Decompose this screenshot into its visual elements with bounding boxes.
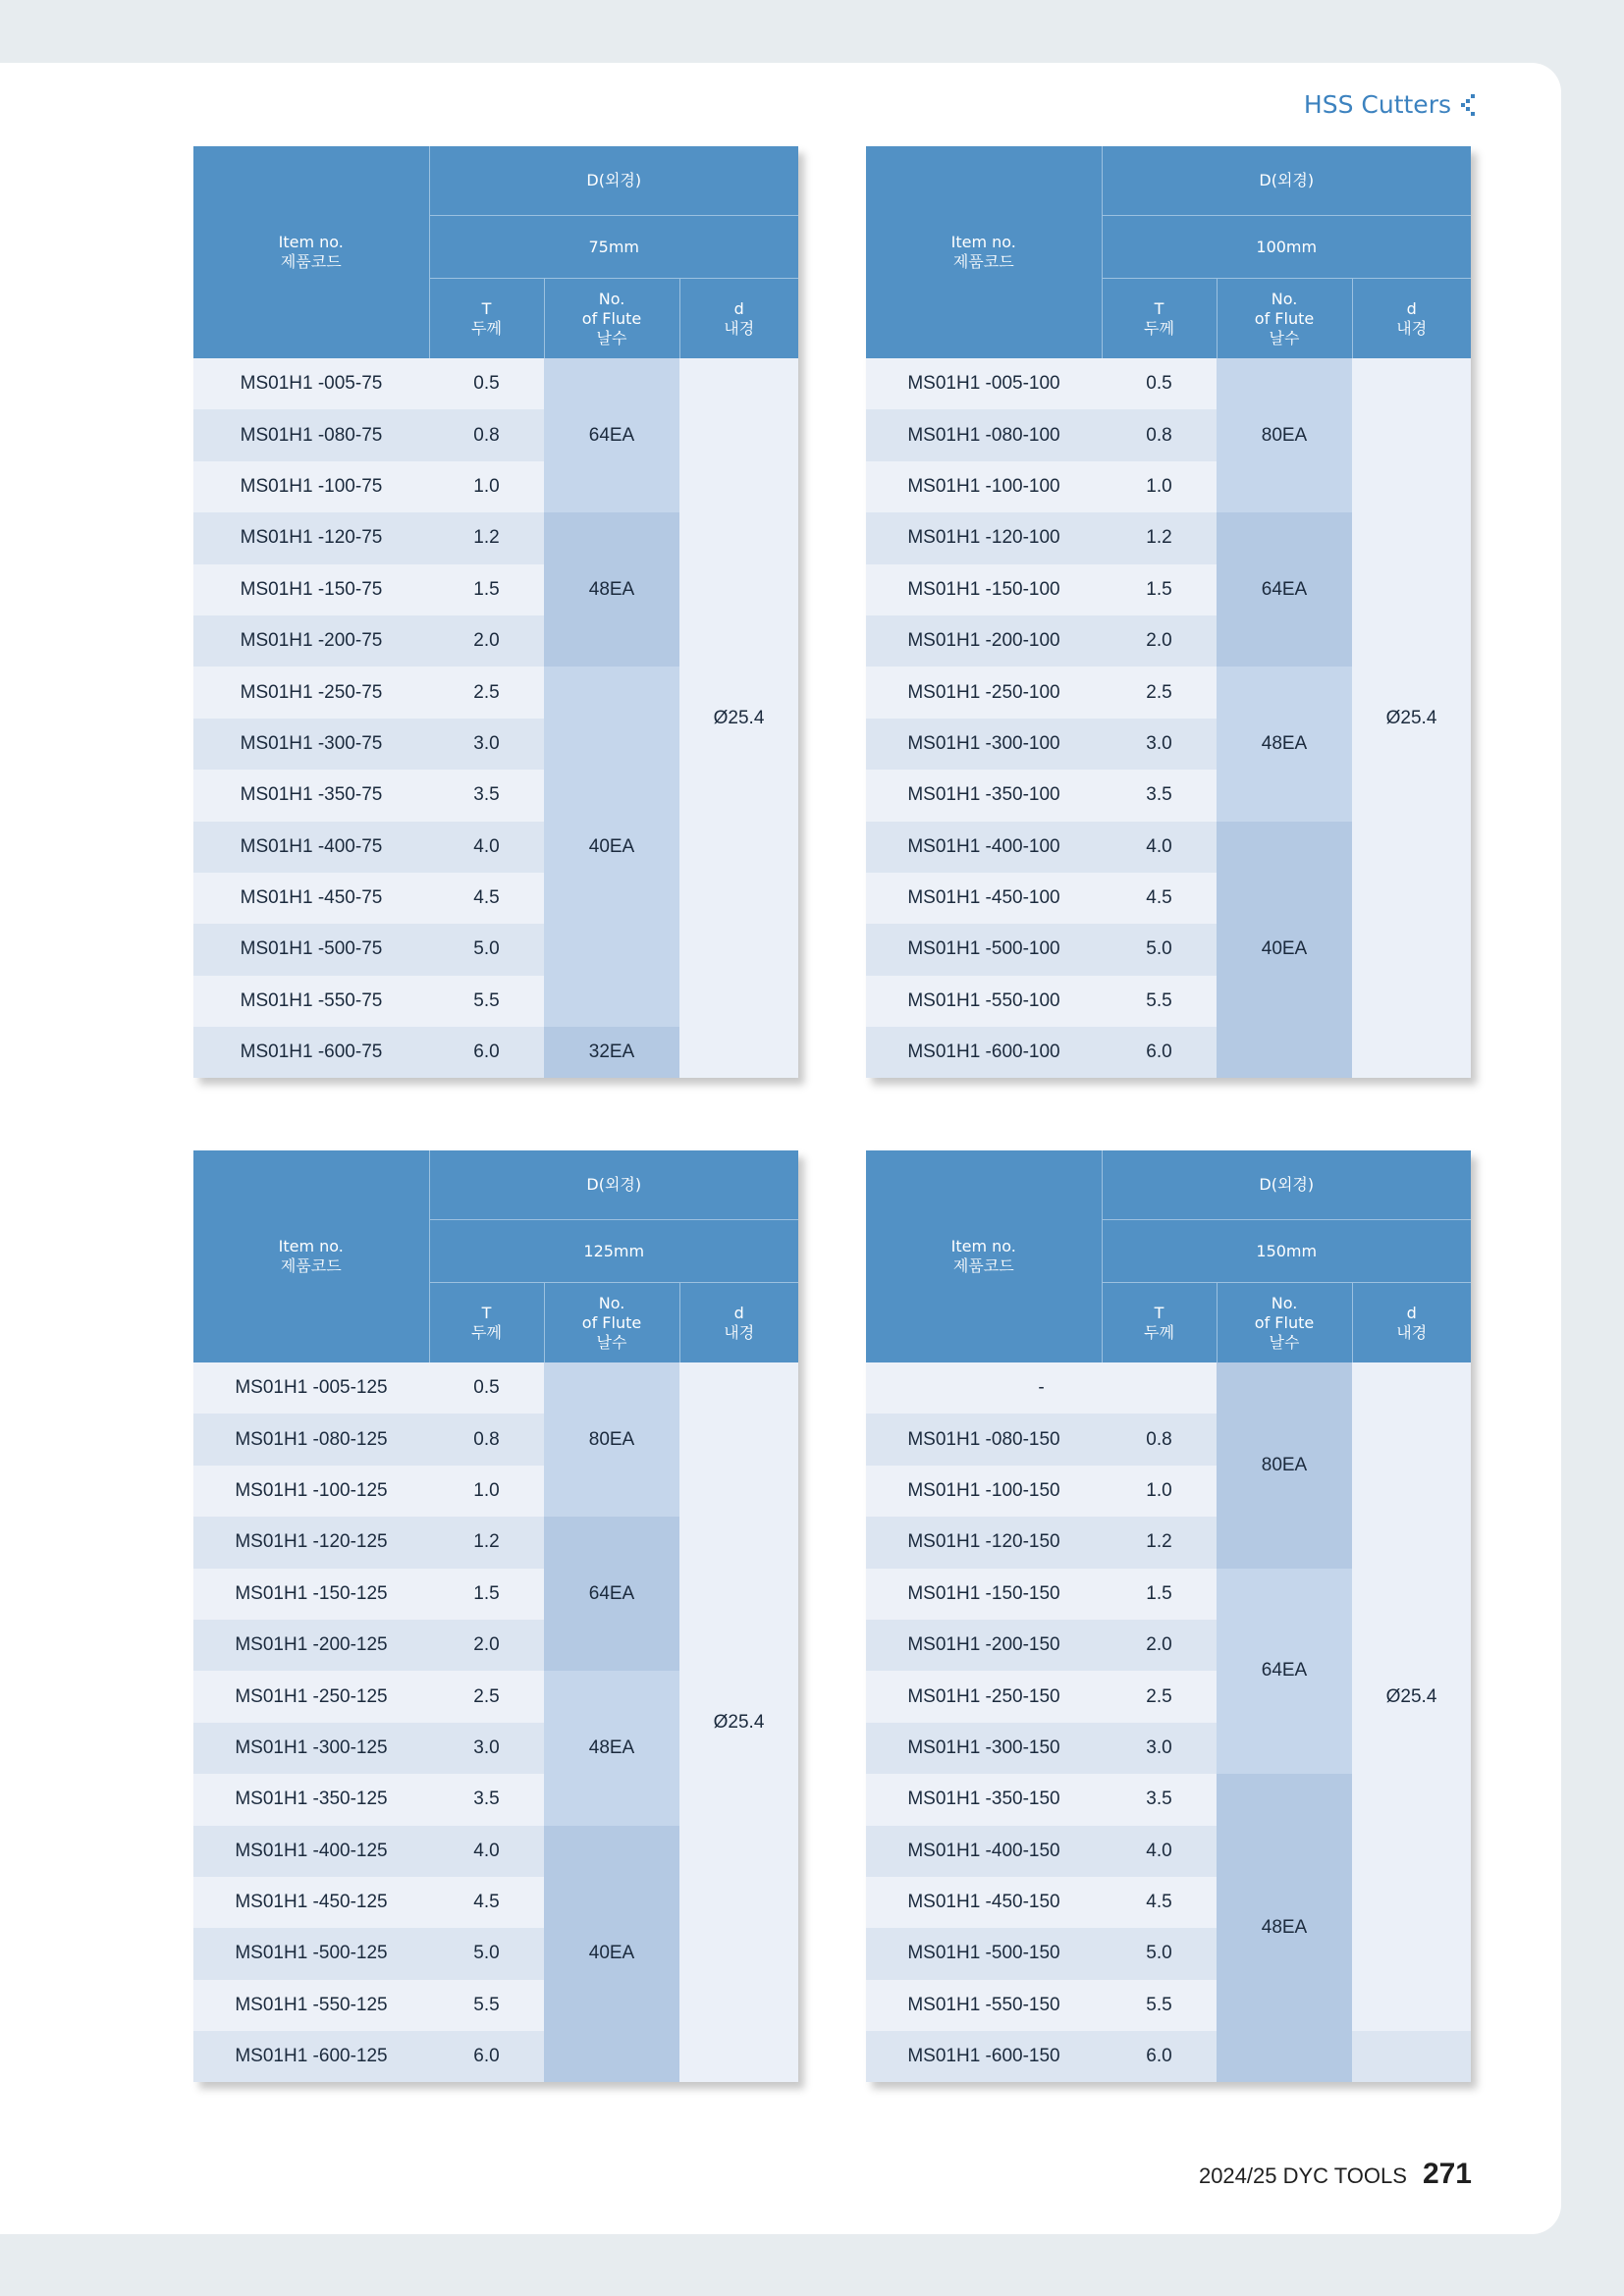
thickness-value: 2.0 bbox=[1102, 615, 1217, 667]
item-code: MS01H1 -450-125 bbox=[193, 1877, 429, 1928]
item-code: MS01H1 -150-100 bbox=[866, 564, 1102, 615]
item-code: MS01H1 -600-100 bbox=[866, 1027, 1102, 1078]
item-code: MS01H1 -600-150 bbox=[866, 2031, 1102, 2082]
item-code: MS01H1 -250-75 bbox=[193, 667, 429, 718]
item-code: MS01H1 -005-125 bbox=[193, 1362, 429, 1414]
header-flutes: No. of Flute 날수 bbox=[1217, 279, 1352, 359]
thickness-value: 0.5 bbox=[429, 1362, 544, 1414]
item-code: MS01H1 -200-150 bbox=[866, 1620, 1102, 1671]
item-code: MS01H1 -100-125 bbox=[193, 1466, 429, 1517]
thickness-value: 3.5 bbox=[429, 770, 544, 821]
header-item-no: Item no. 제품코드 bbox=[866, 146, 1102, 358]
header-flutes: No. of Flute 날수 bbox=[1217, 1283, 1352, 1363]
flute-count: 64EA bbox=[544, 1517, 679, 1671]
item-code: MS01H1 -500-125 bbox=[193, 1928, 429, 1979]
item-code: MS01H1 -500-100 bbox=[866, 924, 1102, 975]
thickness-value: 5.0 bbox=[429, 924, 544, 975]
item-code: MS01H1 -400-125 bbox=[193, 1826, 429, 1877]
header-size: 125mm bbox=[429, 1220, 798, 1283]
thickness-value: 0.5 bbox=[429, 358, 544, 409]
item-code: MS01H1 -450-100 bbox=[866, 873, 1102, 924]
header-bore: d 내경 bbox=[679, 1283, 798, 1363]
item-code: MS01H1 -250-150 bbox=[866, 1671, 1102, 1722]
thickness-value: 6.0 bbox=[1102, 1027, 1217, 1078]
thickness-value: 5.0 bbox=[1102, 1928, 1217, 1979]
flute-count: 80EA bbox=[1217, 1362, 1352, 1569]
thickness-value: 0.8 bbox=[429, 409, 544, 460]
flute-count: 48EA bbox=[544, 1671, 679, 1825]
header-flutes: No. of Flute 날수 bbox=[544, 1283, 679, 1363]
item-code: MS01H1 -150-75 bbox=[193, 564, 429, 615]
header-bore: d 내경 bbox=[679, 279, 798, 359]
flute-count: 80EA bbox=[544, 1362, 679, 1517]
thickness-value: 2.5 bbox=[429, 1671, 544, 1722]
item-code: MS01H1 -550-150 bbox=[866, 1980, 1102, 2031]
header-item-no: Item no. 제품코드 bbox=[193, 1150, 429, 1362]
thickness-value: 0.5 bbox=[1102, 358, 1217, 409]
bore-diameter: Ø25.4 bbox=[679, 358, 798, 1078]
thickness-value: 1.0 bbox=[429, 461, 544, 512]
spec-table-150mm bbox=[866, 1150, 1471, 2082]
thickness-value: 6.0 bbox=[429, 1027, 544, 1078]
item-code: MS01H1 -250-100 bbox=[866, 667, 1102, 718]
thickness-value: 4.5 bbox=[429, 1877, 544, 1928]
page-footer bbox=[1199, 2158, 1472, 2191]
header-thickness: T 두께 bbox=[1102, 279, 1217, 359]
thickness-value: 5.5 bbox=[429, 976, 544, 1027]
item-code: MS01H1 -350-100 bbox=[866, 770, 1102, 821]
flute-count: 48EA bbox=[1217, 667, 1352, 821]
flute-count: 48EA bbox=[1217, 1774, 1352, 2082]
item-code: MS01H1 -080-150 bbox=[866, 1414, 1102, 1465]
item-code: MS01H1 -600-75 bbox=[193, 1027, 429, 1078]
item-code: MS01H1 -550-100 bbox=[866, 976, 1102, 1027]
thickness-value: 5.5 bbox=[429, 1980, 544, 2031]
item-code: MS01H1 -080-125 bbox=[193, 1414, 429, 1465]
item-code: MS01H1 -200-125 bbox=[193, 1620, 429, 1671]
thickness-value: 2.0 bbox=[429, 615, 544, 667]
item-code: MS01H1 -350-75 bbox=[193, 770, 429, 821]
item-code: MS01H1 -350-125 bbox=[193, 1774, 429, 1825]
thickness-value: 4.0 bbox=[429, 822, 544, 873]
thickness-value: 0.8 bbox=[429, 1414, 544, 1465]
item-code: MS01H1 -120-125 bbox=[193, 1517, 429, 1568]
thickness-value: 3.0 bbox=[429, 719, 544, 770]
header-d-outer: D(외경) bbox=[1102, 1150, 1471, 1220]
thickness-value: 0.8 bbox=[1102, 409, 1217, 460]
item-code: MS01H1 -005-75 bbox=[193, 358, 429, 409]
thickness-value: 2.5 bbox=[429, 667, 544, 718]
thickness-value: 0.8 bbox=[1102, 1414, 1217, 1465]
item-code: MS01H1 -500-150 bbox=[866, 1928, 1102, 1979]
thickness-value: 1.2 bbox=[1102, 512, 1217, 563]
item-code: MS01H1 -100-75 bbox=[193, 461, 429, 512]
item-code: MS01H1 -150-125 bbox=[193, 1569, 429, 1620]
bore-empty-cell bbox=[1352, 2031, 1471, 2082]
item-code: MS01H1 -600-125 bbox=[193, 2031, 429, 2082]
thickness-value: 4.0 bbox=[1102, 1826, 1217, 1877]
section-title-text: HSS Cutters bbox=[1303, 90, 1451, 119]
item-code: MS01H1 -200-75 bbox=[193, 615, 429, 667]
item-code: MS01H1 -300-100 bbox=[866, 719, 1102, 770]
header-thickness: T 두께 bbox=[429, 1283, 544, 1363]
thickness-value: 1.0 bbox=[429, 1466, 544, 1517]
thickness-value: 5.0 bbox=[1102, 924, 1217, 975]
footer-brand: 2024/25 DYC TOOLS bbox=[1198, 2163, 1407, 2188]
thickness-value: 1.5 bbox=[1102, 1569, 1217, 1620]
flute-count: 48EA bbox=[544, 512, 679, 667]
flute-count: 32EA bbox=[544, 1027, 679, 1078]
table-row bbox=[193, 1362, 798, 1414]
flute-count: 40EA bbox=[1217, 822, 1352, 1079]
header-thickness: T 두께 bbox=[429, 279, 544, 359]
item-code: MS01H1 -005-100 bbox=[866, 358, 1102, 409]
header-d-outer: D(외경) bbox=[1102, 146, 1471, 216]
flute-count: 40EA bbox=[544, 667, 679, 1027]
item-code: MS01H1 -400-75 bbox=[193, 822, 429, 873]
bore-diameter: Ø25.4 bbox=[679, 1362, 798, 2082]
item-code: MS01H1 -400-100 bbox=[866, 822, 1102, 873]
item-code: MS01H1 -250-125 bbox=[193, 1671, 429, 1722]
header-d-outer: D(외경) bbox=[429, 1150, 798, 1220]
thickness-value: 3.0 bbox=[1102, 719, 1217, 770]
thickness-value: 1.0 bbox=[1102, 1466, 1217, 1517]
header-thickness: T 두께 bbox=[1102, 1283, 1217, 1363]
item-code: MS01H1 -550-75 bbox=[193, 976, 429, 1027]
thickness-value: 1.2 bbox=[429, 512, 544, 563]
flute-count: 80EA bbox=[1217, 358, 1352, 512]
thickness-value: 4.0 bbox=[1102, 822, 1217, 873]
item-code: MS01H1 -450-150 bbox=[866, 1877, 1102, 1928]
header-flutes: No. of Flute 날수 bbox=[544, 279, 679, 359]
table-row bbox=[866, 2031, 1471, 2082]
spec-table-100mm bbox=[866, 146, 1471, 1078]
item-code: MS01H1 -300-150 bbox=[866, 1723, 1102, 1774]
thickness-value: 3.0 bbox=[429, 1723, 544, 1774]
table-row bbox=[866, 358, 1471, 409]
thickness-value: 4.5 bbox=[1102, 1877, 1217, 1928]
thickness-value: 4.0 bbox=[429, 1826, 544, 1877]
flute-count: 64EA bbox=[1217, 512, 1352, 667]
thickness-value: 1.5 bbox=[429, 1569, 544, 1620]
thickness-value: 2.5 bbox=[1102, 1671, 1217, 1722]
thickness-value: 5.5 bbox=[1102, 1980, 1217, 2031]
thickness-value: 1.5 bbox=[429, 564, 544, 615]
item-code: MS01H1 -120-150 bbox=[866, 1517, 1102, 1568]
thickness-value: 3.5 bbox=[1102, 770, 1217, 821]
thickness-value: 1.2 bbox=[1102, 1517, 1217, 1568]
flute-count: 64EA bbox=[1217, 1569, 1352, 1775]
item-code: MS01H1 -400-150 bbox=[866, 1826, 1102, 1877]
thickness-value: 1.5 bbox=[1102, 564, 1217, 615]
thickness-value: 5.0 bbox=[429, 1928, 544, 1979]
bore-diameter: Ø25.4 bbox=[1352, 1362, 1471, 2031]
item-code: MS01H1 -100-150 bbox=[866, 1466, 1102, 1517]
item-code: MS01H1 -120-100 bbox=[866, 512, 1102, 563]
header-item-no: Item no. 제품코드 bbox=[193, 146, 429, 358]
thickness-value: 1.2 bbox=[429, 1517, 544, 1568]
spec-table-75mm bbox=[193, 146, 798, 1078]
section-title bbox=[1304, 90, 1475, 119]
thickness-value: 3.5 bbox=[1102, 1774, 1217, 1825]
header-size: 150mm bbox=[1102, 1220, 1471, 1283]
header-bore: d 내경 bbox=[1352, 1283, 1471, 1363]
item-code: MS01H1 -200-100 bbox=[866, 615, 1102, 667]
thickness-value: 2.0 bbox=[1102, 1620, 1217, 1671]
thickness-value: 4.5 bbox=[429, 873, 544, 924]
thickness-value: 4.5 bbox=[1102, 873, 1217, 924]
item-code: MS01H1 -450-75 bbox=[193, 873, 429, 924]
table-row bbox=[866, 1362, 1471, 1414]
flute-count: 40EA bbox=[544, 1826, 679, 2083]
item-code: MS01H1 -100-100 bbox=[866, 461, 1102, 512]
item-code: MS01H1 -550-125 bbox=[193, 1980, 429, 2031]
spec-table-125mm bbox=[193, 1150, 798, 2082]
header-item-no: Item no. 제품코드 bbox=[866, 1150, 1102, 1362]
thickness-value: 1.0 bbox=[1102, 461, 1217, 512]
header-bore: d 내경 bbox=[1352, 279, 1471, 359]
thickness-value: 6.0 bbox=[429, 2031, 544, 2082]
item-code: MS01H1 -120-75 bbox=[193, 512, 429, 563]
thickness-value: 3.5 bbox=[429, 1774, 544, 1825]
item-code: MS01H1 -300-75 bbox=[193, 719, 429, 770]
header-d-outer: D(외경) bbox=[429, 146, 798, 216]
header-size: 100mm bbox=[1102, 216, 1471, 279]
item-code: MS01H1 -500-75 bbox=[193, 924, 429, 975]
thickness-value: 2.0 bbox=[429, 1620, 544, 1671]
item-code: MS01H1 -150-150 bbox=[866, 1569, 1102, 1620]
empty-row-placeholder: - bbox=[866, 1362, 1217, 1414]
item-code: MS01H1 -300-125 bbox=[193, 1723, 429, 1774]
header-size: 75mm bbox=[429, 216, 798, 279]
item-code: MS01H1 -080-75 bbox=[193, 409, 429, 460]
page-number: 271 bbox=[1422, 2158, 1472, 2190]
thickness-value: 3.0 bbox=[1102, 1723, 1217, 1774]
thickness-value: 2.5 bbox=[1102, 667, 1217, 718]
item-code: MS01H1 -080-100 bbox=[866, 409, 1102, 460]
item-code: MS01H1 -350-150 bbox=[866, 1774, 1102, 1825]
flute-count: 64EA bbox=[544, 358, 679, 512]
thickness-value: 6.0 bbox=[1102, 2031, 1217, 2082]
table-row bbox=[193, 358, 798, 409]
thickness-value: 5.5 bbox=[1102, 976, 1217, 1027]
chevron-left-icon bbox=[1461, 94, 1475, 116]
bore-diameter: Ø25.4 bbox=[1352, 358, 1471, 1078]
